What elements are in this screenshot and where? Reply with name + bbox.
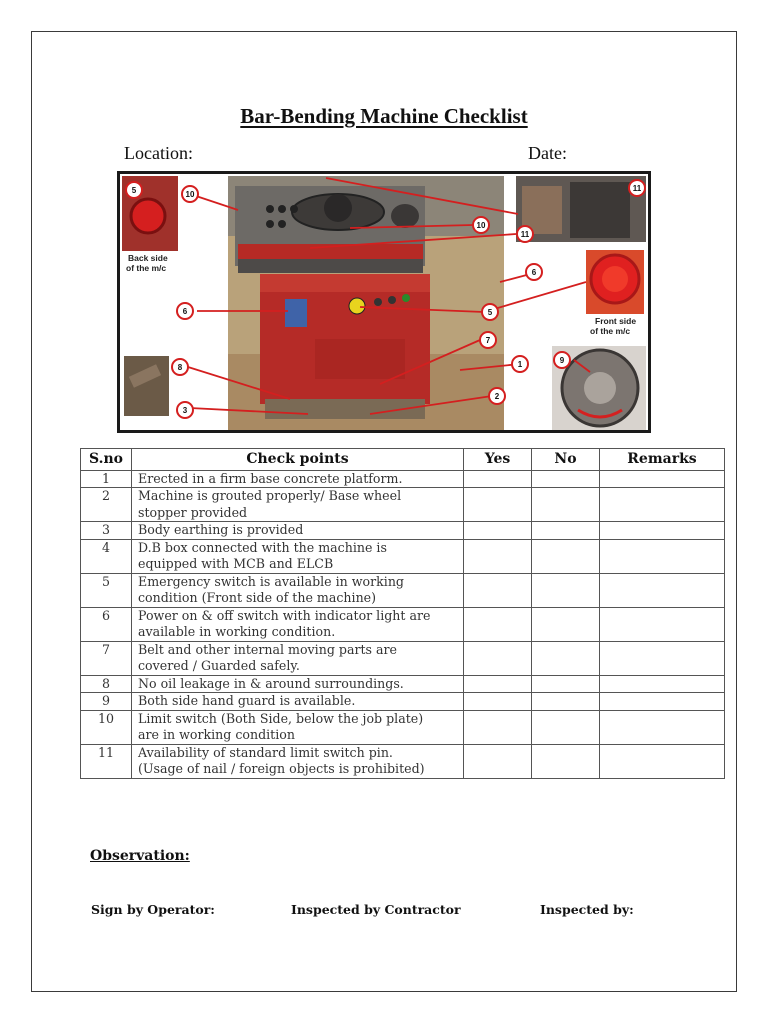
row-sno: 2 [81, 488, 132, 522]
header-no: No [532, 449, 600, 471]
front-side-label-line1: Front side [595, 316, 637, 326]
check-point-line1: Body earthing is provided [138, 522, 304, 537]
row-sno: 7 [81, 641, 132, 675]
check-point-line2: condition (Front side of the machine) [138, 590, 377, 605]
no-cell[interactable] [532, 573, 600, 607]
row-check-point [132, 710, 464, 744]
header-remarks: Remarks [600, 449, 725, 471]
document-title: Bar-Bending Machine Checklist [240, 104, 528, 128]
remarks-cell[interactable] [600, 488, 725, 522]
machine-photo-illustration [120, 174, 648, 430]
row-sno: 10 [81, 710, 132, 744]
check-point-line2: are in working condition [138, 727, 295, 742]
row-sno: 1 [81, 470, 132, 488]
svg-text:7: 7 [485, 336, 491, 345]
no-cell[interactable] [532, 539, 600, 573]
row-sno: 8 [81, 675, 132, 693]
yes-cell[interactable] [464, 573, 532, 607]
yes-cell[interactable] [464, 607, 532, 641]
yes-cell[interactable] [464, 675, 532, 693]
row-check-point [132, 675, 464, 693]
callout-8 [172, 359, 188, 375]
callout-11 [554, 352, 570, 368]
table-row [81, 744, 725, 778]
row-check-point [132, 488, 464, 522]
check-point-line1: Limit switch (Both Side, below the job plate) [138, 710, 424, 726]
no-cell[interactable] [532, 488, 600, 522]
table-row [81, 710, 725, 744]
check-point-line2: (Usage of nail / foreign objects is prohibited) [138, 761, 425, 776]
header-sno: S.no [81, 449, 132, 471]
check-point-line2: stopper provided [138, 504, 248, 520]
svg-text:5: 5 [487, 308, 493, 317]
yes-cell[interactable] [464, 710, 532, 744]
svg-text:3: 3 [182, 406, 188, 415]
callout-7 [480, 332, 496, 348]
remarks-cell[interactable] [600, 641, 725, 675]
row-sno: 5 [81, 573, 132, 607]
row-check-point [132, 744, 464, 778]
svg-text:9: 9 [559, 356, 565, 365]
row-sno: 11 [81, 744, 132, 778]
table-row [81, 675, 725, 693]
callout-1 [512, 356, 528, 372]
row-check-point [132, 539, 464, 573]
back-side-label-line1: Back side [128, 253, 168, 263]
callout-3 [177, 402, 193, 418]
check-point-line1: Erected in a firm base concrete platform. [138, 470, 403, 486]
back-side-label-line2: of the m/c [126, 263, 167, 273]
location-label: Location: [124, 143, 193, 163]
svg-text:6: 6 [182, 307, 188, 316]
callout-10-inset [629, 180, 645, 196]
row-sno: 3 [81, 522, 132, 540]
yes-cell[interactable] [464, 539, 532, 573]
row-check-point [132, 641, 464, 675]
remarks-cell[interactable] [600, 675, 725, 693]
no-cell[interactable] [532, 744, 600, 778]
yes-cell[interactable] [464, 693, 532, 711]
yes-cell[interactable] [464, 470, 532, 488]
svg-text:2: 2 [494, 392, 500, 401]
header-check-points: Check points [132, 449, 464, 471]
table-row [81, 607, 725, 641]
table-header-row [81, 449, 725, 471]
svg-text:10: 10 [476, 221, 486, 230]
no-cell[interactable] [532, 710, 600, 744]
no-cell[interactable] [532, 607, 600, 641]
table-row [81, 488, 725, 522]
row-sno: 9 [81, 693, 132, 711]
check-point-line1: D.B box connected with the machine is [138, 539, 387, 555]
callout-2 [489, 388, 505, 404]
row-check-point [132, 693, 464, 711]
no-cell[interactable] [532, 470, 600, 488]
table-body [81, 470, 725, 778]
remarks-cell[interactable] [600, 744, 725, 778]
callout-5-front [482, 304, 498, 320]
row-sno: 6 [81, 607, 132, 641]
yes-cell[interactable] [464, 488, 532, 522]
yes-cell[interactable] [464, 522, 532, 540]
sign-operator-label: Sign by Operator: [91, 902, 215, 917]
remarks-cell[interactable] [600, 710, 725, 744]
callout-6-right [526, 264, 542, 280]
check-point-line1: Emergency switch is available in working [138, 573, 404, 589]
check-point-line1: Both side hand guard is available. [138, 693, 356, 708]
svg-text:6: 6 [531, 268, 537, 277]
remarks-cell[interactable] [600, 539, 725, 573]
callout-6-left [177, 303, 193, 319]
inspected-by-label: Inspected by: [540, 902, 634, 917]
svg-text:8: 8 [177, 363, 183, 372]
remarks-cell[interactable] [600, 693, 725, 711]
table-row [81, 641, 725, 675]
table-row [81, 693, 725, 711]
check-point-line2: equipped with MCB and ELCB [138, 556, 334, 571]
yes-cell[interactable] [464, 744, 532, 778]
check-point-line1: Power on & off switch with indicator light are [138, 607, 431, 623]
svg-text:10: 10 [185, 190, 195, 199]
check-point-line1: Availability of standard limit switch pin. [138, 744, 393, 760]
checklist-table [80, 448, 725, 779]
front-side-label-line2: of the m/c [590, 326, 631, 336]
check-point-line1: No oil leakage in & around surroundings. [138, 675, 404, 691]
table-row [81, 539, 725, 573]
check-point-line1: Belt and other internal moving parts are [138, 641, 397, 657]
remarks-cell[interactable] [600, 522, 725, 540]
no-cell[interactable] [532, 675, 600, 693]
no-cell[interactable] [532, 641, 600, 675]
row-check-point [132, 573, 464, 607]
row-sno: 4 [81, 539, 132, 573]
machine-photo-panel [117, 171, 651, 433]
date-label: Date: [528, 143, 567, 163]
remarks-cell[interactable] [600, 607, 725, 641]
row-check-point [132, 522, 464, 540]
row-check-point [132, 470, 464, 488]
table-row [81, 522, 725, 540]
svg-text:5: 5 [131, 186, 137, 195]
check-point-line2: available in working condition. [138, 624, 336, 639]
no-cell[interactable] [532, 522, 600, 540]
yes-cell[interactable] [464, 641, 532, 675]
check-point-line1: Machine is grouted properly/ Base wheel [138, 488, 402, 503]
row-check-point [132, 607, 464, 641]
callout-5-back [126, 182, 142, 198]
svg-text:11: 11 [632, 184, 642, 193]
callout-9-main [473, 217, 489, 233]
inspected-contractor-label: Inspected by Contractor [291, 902, 461, 917]
callout-10-main [517, 226, 533, 242]
table-row [81, 573, 725, 607]
table-row [81, 470, 725, 488]
check-point-line2: covered / Guarded safely. [138, 658, 300, 673]
no-cell[interactable] [532, 693, 600, 711]
remarks-cell[interactable] [600, 470, 725, 488]
observation-label: Observation: [90, 848, 190, 864]
remarks-cell[interactable] [600, 573, 725, 607]
svg-text:11: 11 [520, 230, 530, 239]
svg-text:1: 1 [517, 360, 523, 369]
header-yes: Yes [464, 449, 532, 471]
callout-9-back [182, 186, 198, 202]
